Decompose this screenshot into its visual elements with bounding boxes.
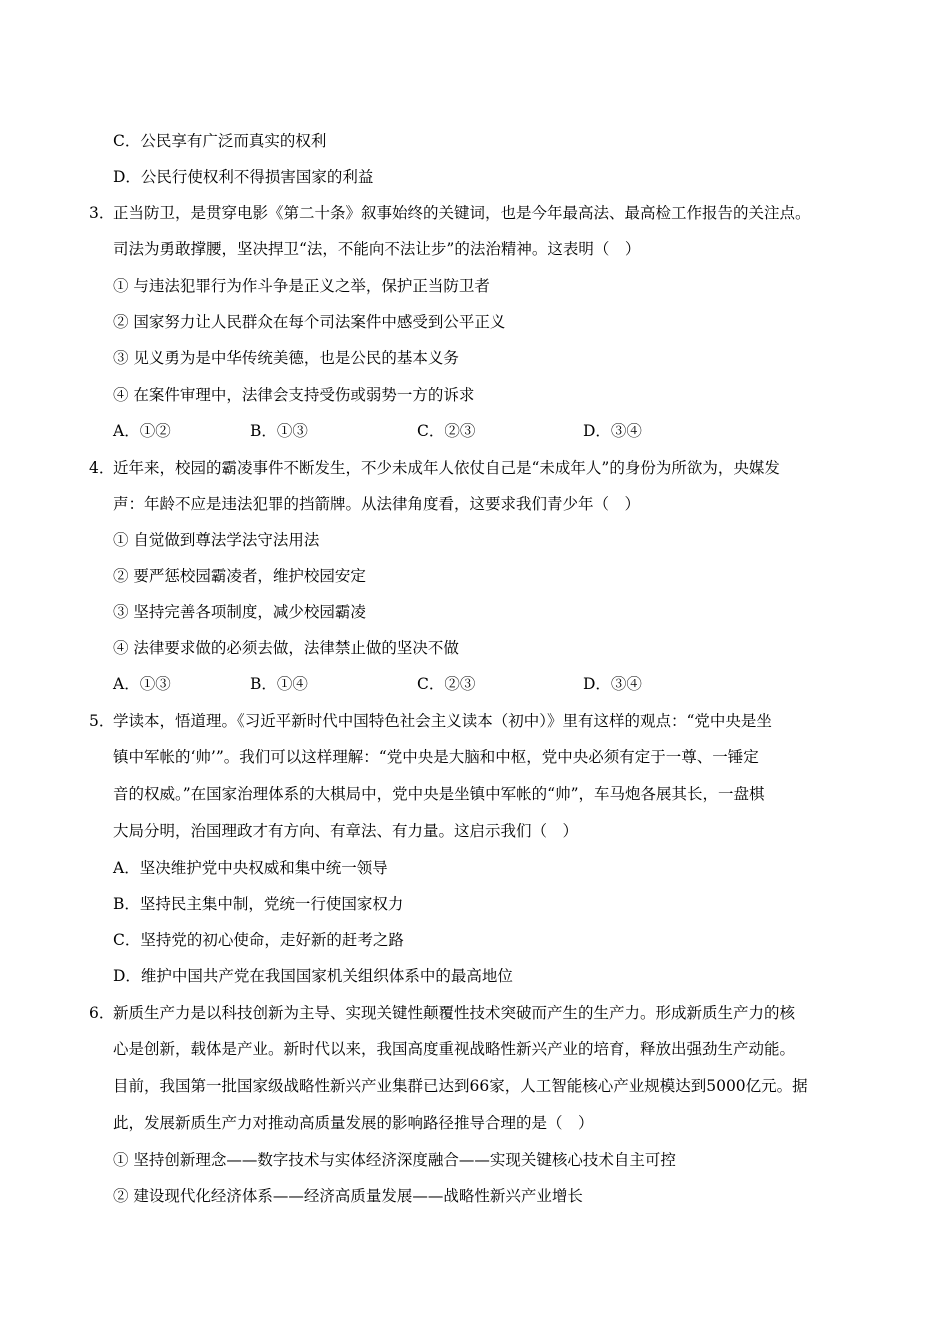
q3-item-4: ④ 在案件审理中，法律会支持受伤或弱势一方的诉求 [113,386,475,404]
q6-stem-line-3: 目前，我国第一批国家级战略性新兴产业集群已达到66家，人工智能核心产业规模达到5000亿元。据 [113,1077,808,1095]
q5-stem-line-3: 音的权威。”在国家治理体系的大棋局中，党中央是坐镇中军帐的“帅”，车马炮各展其长，一盘棋 [113,785,765,803]
q5-option-a: A．坚决维护党中央权威和集中统一领导 [113,859,388,877]
q4-stem-line-1: 近年来，校园的霸凌事件不断发生，不少未成年人依仗自己是“未成年人”的身份为所欲为，央媒发 [113,459,780,477]
q6-stem-line-2: 心是创新，载体是产业。新时代以来，我国高度重视战略性新兴产业的培育，释放出强劲生产动能。 [113,1040,796,1058]
q4-item-4: ④ 法律要求做的必须去做，法律禁止做的坚决不做 [113,639,459,657]
q3-choice-a: A．①② [113,422,171,440]
q3-item-1: ① 与违法犯罪行为作斗争是正义之举，保护正当防卫者 [113,277,490,295]
q3-choice-c: C．②③ [417,422,476,440]
q4-item-3: ③ 坚持完善各项制度，减少校园霸凌 [113,603,366,621]
q3-stem-line-1: 正当防卫，是贯穿电影《第二十条》叙事始终的关键词，也是今年最高法、最高检工作报告的关注点。 [113,204,811,222]
q3-choice-b: B．①③ [250,422,308,440]
q3-number: 3． [89,204,115,222]
q3-stem-line-2: 司法为勇敢撑腰，坚决捍卫“法，不能向不法让步”的法治精神。这表明（ ） [113,240,641,258]
q4-choice-d: D．③④ [583,675,642,693]
q4-number: 4． [89,459,115,477]
q2-option-c: C．公民享有广泛而真实的权利 [113,132,327,150]
q3-choice-d: D．③④ [583,422,642,440]
q5-option-c: C．坚持党的初心使命，走好新的赶考之路 [113,931,404,949]
q5-stem-line-2: 镇中军帐的‘帅’”。我们可以这样理解：“党中央是大脑和中枢，党中央必须有定于一尊、一锤定 [113,748,759,766]
q6-number: 6． [89,1004,115,1022]
q4-choice-c: C．②③ [417,675,476,693]
q5-number: 5． [89,712,115,730]
q3-item-2: ② 国家努力让人民群众在每个司法案件中感受到公平正义 [113,313,506,331]
q6-item-1: ① 坚持创新理念——数字技术与实体经济深度融合——实现关键核心技术自主可控 [113,1151,676,1169]
q6-stem-line-1: 新质生产力是以科技创新为主导、实现关键性颠覆性技术突破而产生的生产力。形成新质生产力的核 [113,1004,796,1022]
q5-stem-line-1: 学读本，悟道理。《习近平新时代中国特色社会主义读本（初中）》里有这样的观点：“党中央是坐 [113,712,772,730]
q4-item-1: ① 自觉做到尊法学法守法用法 [113,531,320,549]
q6-item-2: ② 建设现代化经济体系——经济高质量发展——战略性新兴产业增长 [113,1187,583,1205]
q4-stem-line-2: 声：年龄不应是违法犯罪的挡箭牌。从法律角度看，这要求我们青少年（ ） [113,495,641,513]
q5-option-b: B．坚持民主集中制，党统一行使国家权力 [113,895,404,913]
q3-item-3: ③ 见义勇为是中华传统美德，也是公民的基本义务 [113,349,459,367]
q4-choice-a: A．①③ [113,675,171,693]
q5-stem-line-4: 大局分明，治国理政才有方向、有章法、有力量。这启示我们（ ） [113,822,579,840]
q5-option-d: D．维护中国共产党在我国国家机关组织体系中的最高地位 [113,967,513,985]
q4-choice-b: B．①④ [250,675,308,693]
q6-stem-line-4: 此，发展新质生产力对推动高质量发展的影响路径推导合理的是（ ） [113,1114,594,1132]
q4-item-2: ② 要严惩校园霸凌者，维护校园安定 [113,567,366,585]
q2-option-d: D．公民行使权利不得损害国家的利益 [113,168,374,186]
